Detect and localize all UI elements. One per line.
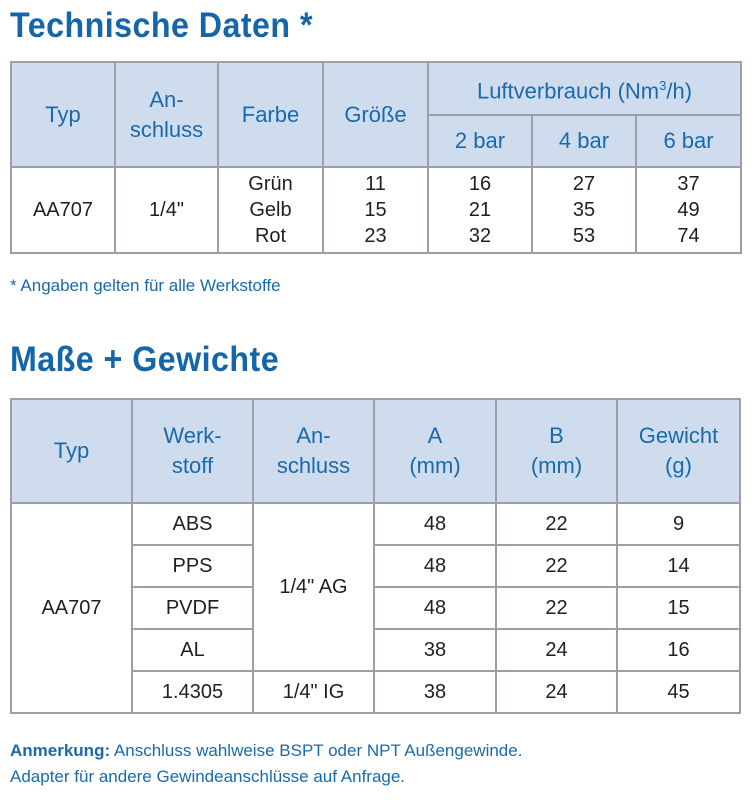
bar2-value: 16: [468, 173, 492, 195]
dimensions-weights-table: [10, 398, 741, 714]
bar4-value: 35: [572, 199, 596, 221]
farbe-rot: Rot: [254, 225, 287, 247]
cell-a: 48: [374, 503, 496, 545]
cell-typ: AA707: [11, 503, 132, 713]
header-gewicht-line1: Gewicht: [638, 423, 719, 448]
header-b: [496, 399, 617, 503]
cell-groesse: [323, 167, 428, 253]
header-a-line2: (mm): [409, 453, 461, 478]
cell-anschluss-ig: 1/4" IG: [253, 671, 374, 713]
cell-gewicht: 45: [617, 671, 740, 713]
cell-werkstoff: PPS: [132, 545, 253, 587]
cell-anschluss-ag: 1/4" AG: [253, 503, 374, 671]
header-anschluss-line2: schluss: [129, 116, 204, 142]
header-anschluss-line1: An-: [296, 423, 331, 448]
header-typ: Typ: [11, 399, 132, 503]
cell-2bar: [428, 167, 532, 253]
cell-werkstoff: PVDF: [132, 587, 253, 629]
cell-anschluss: 1/4": [115, 167, 218, 253]
header-gewicht-line2: (g): [665, 453, 692, 478]
bar6-value: 74: [677, 225, 700, 247]
cell-werkstoff: ABS: [132, 503, 253, 545]
header-2bar: 2 bar: [428, 115, 532, 167]
technical-data-title: Technische Daten *: [10, 6, 313, 45]
header-b-line1: B: [549, 423, 564, 448]
cell-gewicht: 16: [617, 629, 740, 671]
header-6bar: 6 bar: [636, 115, 741, 167]
header-luftverbrauch: [428, 62, 741, 115]
cell-gewicht: 9: [617, 503, 740, 545]
header-gewicht: [617, 399, 740, 503]
remark-label: Anmerkung:: [10, 741, 111, 760]
bar6-value: 37: [677, 173, 700, 195]
bar2-value: 21: [468, 199, 492, 221]
remark-line1: Anschluss wahlweise BSPT oder NPT Außengewinde.: [110, 741, 523, 760]
cell-gewicht: 14: [617, 545, 740, 587]
cell-a: 38: [374, 629, 496, 671]
technical-data-table: [10, 61, 742, 254]
header-a-line1: A: [427, 423, 443, 448]
luftverbrauch-sup: 3: [659, 77, 667, 93]
cell-a: 38: [374, 671, 496, 713]
cell-b: 22: [496, 587, 617, 629]
header-a: [374, 399, 496, 503]
header-werkstoff-line2: stoff: [171, 453, 214, 478]
header-groesse: Größe: [323, 62, 428, 167]
groesse-value: 23: [364, 225, 387, 247]
farbe-gruen: Grün: [248, 173, 293, 195]
groesse-value: 11: [365, 173, 386, 195]
header-werkstoff: [132, 399, 253, 503]
cell-b: 24: [496, 671, 617, 713]
header-4bar: 4 bar: [532, 115, 636, 167]
luftverbrauch-suffix: /h): [666, 78, 693, 104]
header-anschluss: [253, 399, 374, 503]
cell-a: 48: [374, 587, 496, 629]
cell-b: 24: [496, 629, 617, 671]
table-row: [11, 503, 740, 545]
remark: [10, 738, 522, 790]
header-anschluss-line1: An-: [149, 86, 184, 112]
header-anschluss: [115, 62, 218, 167]
bar4-value: 53: [572, 225, 596, 247]
bar4-value: 27: [572, 173, 596, 195]
dimensions-weights-title: Maße + Gewichte: [10, 340, 280, 379]
remark-line2: Adapter für andere Gewindeanschlüsse auf Anfrage.: [10, 767, 406, 786]
cell-4bar: [532, 167, 636, 253]
bar2-value: 32: [468, 225, 492, 247]
cell-werkstoff: 1.4305: [132, 671, 253, 713]
luftverbrauch-prefix: Luftverbrauch (Nm: [476, 78, 660, 104]
header-anschluss-line2: schluss: [276, 453, 351, 478]
cell-b: 22: [496, 545, 617, 587]
header-b-line2: (mm): [530, 453, 583, 478]
header-typ: Typ: [11, 62, 115, 167]
bar6-value: 49: [677, 199, 700, 221]
table-row: [11, 167, 741, 253]
cell-gewicht: 15: [617, 587, 740, 629]
footnote: * Angaben gelten für alle Werkstoffe: [10, 276, 281, 295]
cell-typ: AA707: [11, 167, 115, 253]
cell-6bar: [636, 167, 741, 253]
header-farbe: Farbe: [218, 62, 323, 167]
farbe-gelb: Gelb: [249, 199, 292, 221]
header-werkstoff-line1: Werk-: [163, 423, 222, 448]
cell-farbe: [218, 167, 323, 253]
cell-b: 22: [496, 503, 617, 545]
cell-a: 48: [374, 545, 496, 587]
cell-werkstoff: AL: [132, 629, 253, 671]
groesse-value: 15: [364, 199, 387, 221]
